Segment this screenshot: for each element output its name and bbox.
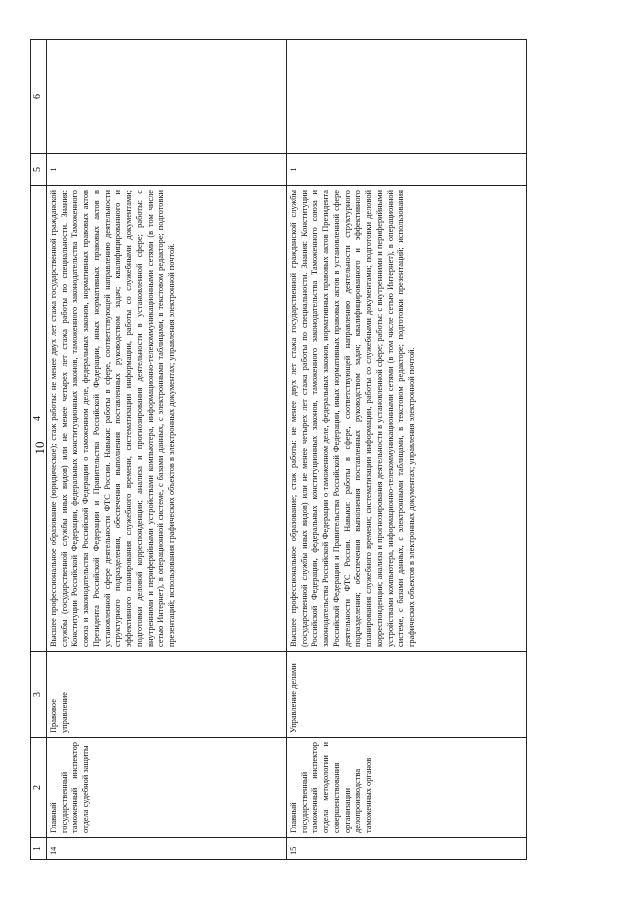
position-count: 1 — [286, 154, 526, 186]
note-cell — [286, 40, 526, 154]
position-title: Главный государственный таможенный инспектор отдела судебной защиты — [46, 738, 286, 838]
requirements-text: Высшее профессиональное образование (юридическое); стаж работы: не менее двух лет стажа государственной гражданской службы (государственной службы иных видов) или не менее четырех лет стажа работы по специальности. Знания: Конституции Российской Федерации, федеральных конституционных законов, таможенного законодательства Таможенного союза и законодательства Российской Федерации о таможенном деле, федеральных законов, нормативных правовых актов Президента Российской Федерации и Правительства Российской Федерации, иных нормативных правовых актов в установленной сфере деятельности ФТС России. Навыки: работы в сфере, соответствующей направлению деятельности структурного подразделения, обеспечения выполнения поставленных руководством задач; квалифицированного и эффективного планирования служебного времени, систематизации информации, работы со служебными документами; подготовки деловой корреспонденции; анализа и прогнозирования деятельности в установленной сфере; работы: с внутренними и периферийными устройствами компьютера, информационно-телекоммуникационными сетями (в том числе сетью Интернет), в операционной системе, с базами данных, с электронными таблицами, в текстовом редакторе; подготовки презентаций; использования графических объектов в электронных документах; управления электронной почтой. — [46, 186, 286, 652]
row-number: 15 — [286, 838, 526, 860]
header-col-2: 2 — [31, 738, 47, 838]
rotated-page — [30, 40, 610, 860]
row-number: 14 — [46, 838, 286, 860]
note-cell — [46, 40, 286, 154]
header-col-1: 1 — [31, 838, 47, 860]
requirements-text: Высшее профессиональное образование; стаж работы: не менее двух лет стажа государственной гражданской службы (государственной службы иных видов) или не менее четырех лет стажа работы по специальности. Знания: Конституции Российской Федерации, федеральных конституционных законов, таможенного законодательства Таможенного союза и законодательства Российской Федерации о таможенном деле, федеральных законов, нормативных правовых актов Президента Российской Федерации и Правительства Российской Федерации, иных нормативных правовых актов в установленной сфере деятельности ФТС России. Навыки: работы в сфере, соответствующей направлению деятельности структурного подразделения; обеспечения выполнения поставленных руководством задач; квалифицированного и эффективного планирования служебного времени; систематизации информации, работы со служебными документами; подготовки деловой корреспонденции; анализа и прогнозирования деятельности в установленной сфере; работы: с внутренними и периферийными устройствами компьютера, информационно-телекоммуникационными сетями (в том числе сетью Интернет), в операционной системе, с базами данных, с электронными таблицами, в текстовом редакторе; подготовки презентаций; использования графических объектов в электронных документах; управления электронной почтой. — [286, 186, 526, 652]
table-row — [46, 40, 286, 860]
department-name: Управление делами — [286, 652, 526, 738]
header-row — [31, 40, 47, 860]
page-number: 10 — [32, 441, 47, 455]
position-count: 1 — [46, 154, 286, 186]
header-col-3: 3 — [31, 652, 47, 738]
header-col-4: 4 — [31, 186, 47, 652]
position-title: Главный государственный таможенный инспектор отдела методологии и совершенствования организации делопроизводства таможенных органов — [286, 738, 526, 838]
department-name: Правовое управление — [46, 652, 286, 738]
header-col-6: 6 — [31, 40, 47, 154]
table-row — [286, 40, 526, 860]
header-col-5: 5 — [31, 154, 47, 186]
positions-table — [30, 39, 527, 860]
